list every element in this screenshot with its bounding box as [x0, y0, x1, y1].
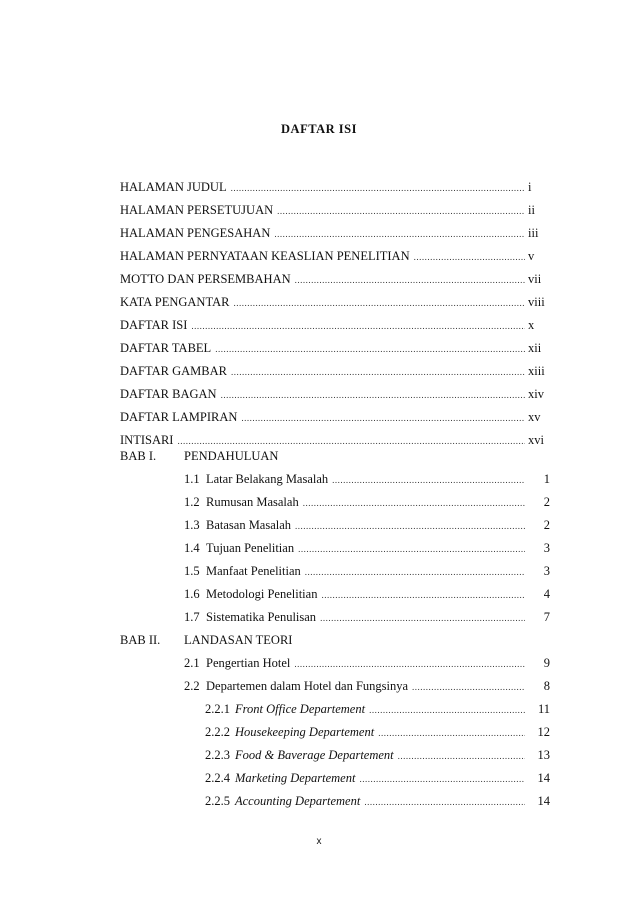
subsection-number: 2.2.4 — [205, 771, 230, 785]
subsection-page: 14 — [537, 771, 550, 785]
toc-leader-dots — [215, 340, 525, 358]
section-label: Metodologi Penelitian — [206, 587, 318, 601]
toc-entry-page: x — [528, 318, 535, 332]
toc-entry-label: DAFTAR GAMBAR — [120, 364, 228, 378]
toc-entry — [120, 362, 550, 380]
subsection-label: Front Office Departement — [235, 702, 366, 716]
toc-leader-dots — [191, 317, 525, 335]
toc-entry-page: xvi — [528, 433, 544, 447]
toc-entry-page: xiv — [528, 387, 544, 401]
toc-entry — [120, 224, 550, 242]
toc-leader-dots — [294, 655, 525, 673]
toc-leader-dots — [378, 724, 525, 742]
toc-subsection — [205, 746, 550, 764]
toc-leader-dots — [295, 517, 525, 535]
toc-entry-label: HALAMAN PERSETUJUAN — [120, 203, 274, 217]
subsection-number: 2.2.3 — [205, 748, 230, 762]
toc-subsection — [205, 769, 550, 787]
toc-leader-dots — [231, 179, 525, 197]
subsection-label: Food & Baverage Departement — [235, 748, 394, 762]
toc-entry-page: xii — [528, 341, 542, 355]
toc-entry — [120, 178, 550, 196]
section-number: 1.5 — [184, 564, 200, 578]
toc-entry-page: iii — [528, 226, 539, 240]
section-page: 2 — [543, 518, 550, 532]
toc-leader-dots — [398, 747, 525, 765]
chapter-number: BAB II. — [120, 633, 161, 647]
toc-entry-page: vii — [528, 272, 542, 286]
subsection-page: 13 — [537, 748, 550, 762]
section-label: Pengertian Hotel — [206, 656, 291, 670]
toc-section — [184, 677, 550, 695]
section-page: 1 — [543, 472, 550, 486]
section-page: 9 — [543, 656, 550, 670]
toc-entry-label: DAFTAR LAMPIRAN — [120, 410, 238, 424]
toc-section — [184, 585, 550, 603]
toc-leader-dots — [277, 202, 525, 220]
toc-entry — [120, 408, 550, 426]
section-page: 3 — [543, 541, 550, 555]
section-page: 2 — [543, 495, 550, 509]
toc-leader-dots — [233, 294, 525, 312]
toc-leader-dots — [321, 586, 525, 604]
toc-entry-label: INTISARI — [120, 433, 174, 447]
section-label: Tujuan Penelitian — [206, 541, 295, 555]
toc-section — [184, 516, 550, 534]
toc-entry-page: v — [528, 249, 535, 263]
section-number: 2.1 — [184, 656, 200, 670]
chapter-title: LANDASAN TEORI — [184, 633, 293, 647]
subsection-page: 11 — [537, 702, 550, 716]
chapter-heading — [120, 631, 292, 649]
toc-leader-dots — [298, 540, 525, 558]
subsection-label: Marketing Departement — [235, 771, 356, 785]
toc-entry-page: viii — [528, 295, 545, 309]
toc-entry-label: DAFTAR TABEL — [120, 341, 212, 355]
toc-section — [184, 493, 550, 511]
toc-entry-page: xv — [528, 410, 541, 424]
chapter-number: BAB I. — [120, 449, 157, 463]
toc-leader-dots — [320, 609, 525, 627]
toc-leader-dots — [274, 225, 525, 243]
toc-leader-dots — [369, 701, 525, 719]
toc-entry — [120, 385, 550, 403]
toc-section — [184, 654, 550, 672]
toc-entry-page: xiii — [528, 364, 545, 378]
toc-leader-dots — [295, 271, 525, 289]
section-number: 2.2 — [184, 679, 200, 693]
page-title: DAFTAR ISI — [281, 122, 357, 136]
toc-leader-dots — [241, 409, 525, 427]
toc-entry-label: MOTTO DAN PERSEMBAHAN — [120, 272, 291, 286]
subsection-label: Accounting Departement — [235, 794, 361, 808]
toc-entry-label: KATA PENGANTAR — [120, 295, 230, 309]
toc-section — [184, 539, 550, 557]
section-label: Latar Belakang Masalah — [206, 472, 329, 486]
subsection-page: 14 — [537, 794, 550, 808]
section-page: 4 — [543, 587, 550, 601]
toc-entry — [120, 270, 550, 288]
subsection-number: 2.2.5 — [205, 794, 230, 808]
toc-leader-dots — [305, 563, 525, 581]
toc-section — [184, 608, 550, 626]
section-page: 7 — [543, 610, 550, 624]
toc-entry-label: HALAMAN PENGESAHAN — [120, 226, 271, 240]
toc-entry-label: DAFTAR BAGAN — [120, 387, 217, 401]
toc-leader-dots — [231, 363, 525, 381]
toc-section — [184, 562, 550, 580]
toc-entry-label: HALAMAN JUDUL — [120, 180, 227, 194]
subsection-number: 2.2.1 — [205, 702, 230, 716]
chapter-title: PENDAHULUAN — [184, 449, 279, 463]
toc-entry — [120, 293, 550, 311]
section-label: Sistematika Penulisan — [206, 610, 317, 624]
subsection-label: Housekeeping Departement — [235, 725, 375, 739]
toc-leader-dots — [412, 678, 525, 696]
section-number: 1.4 — [184, 541, 200, 555]
section-page: 3 — [543, 564, 550, 578]
section-page: 8 — [543, 679, 550, 693]
section-number: 1.7 — [184, 610, 200, 624]
section-label: Departemen dalam Hotel dan Fungsinya — [206, 679, 409, 693]
section-label: Rumusan Masalah — [206, 495, 299, 509]
toc-leader-dots — [364, 793, 525, 811]
section-number: 1.3 — [184, 518, 200, 532]
toc-entry-label: DAFTAR ISI — [120, 318, 188, 332]
toc-leader-dots — [359, 770, 525, 788]
toc-entry — [120, 201, 550, 219]
toc-subsection — [205, 700, 550, 718]
page-number: x — [316, 836, 322, 847]
toc-entry-page: i — [528, 180, 532, 194]
toc-subsection — [205, 792, 550, 810]
toc-leader-dots — [414, 248, 525, 266]
chapter-heading — [120, 447, 278, 465]
section-number: 1.1 — [184, 472, 200, 486]
toc-entry-label: HALAMAN PERNYATAAN KEASLIAN PENELITIAN — [120, 249, 410, 263]
toc-entry — [120, 247, 550, 265]
subsection-number: 2.2.2 — [205, 725, 230, 739]
toc-entry-page: ii — [528, 203, 535, 217]
toc-entry — [120, 316, 550, 334]
toc-section — [184, 470, 550, 488]
section-label: Manfaat Penelitian — [206, 564, 301, 578]
section-number: 1.6 — [184, 587, 200, 601]
subsection-page: 12 — [537, 725, 550, 739]
section-number: 1.2 — [184, 495, 200, 509]
toc-entry — [120, 339, 550, 357]
toc-leader-dots — [303, 494, 525, 512]
section-label: Batasan Masalah — [206, 518, 292, 532]
toc-leader-dots — [221, 386, 525, 404]
toc-leader-dots — [332, 471, 525, 489]
toc-subsection — [205, 723, 550, 741]
